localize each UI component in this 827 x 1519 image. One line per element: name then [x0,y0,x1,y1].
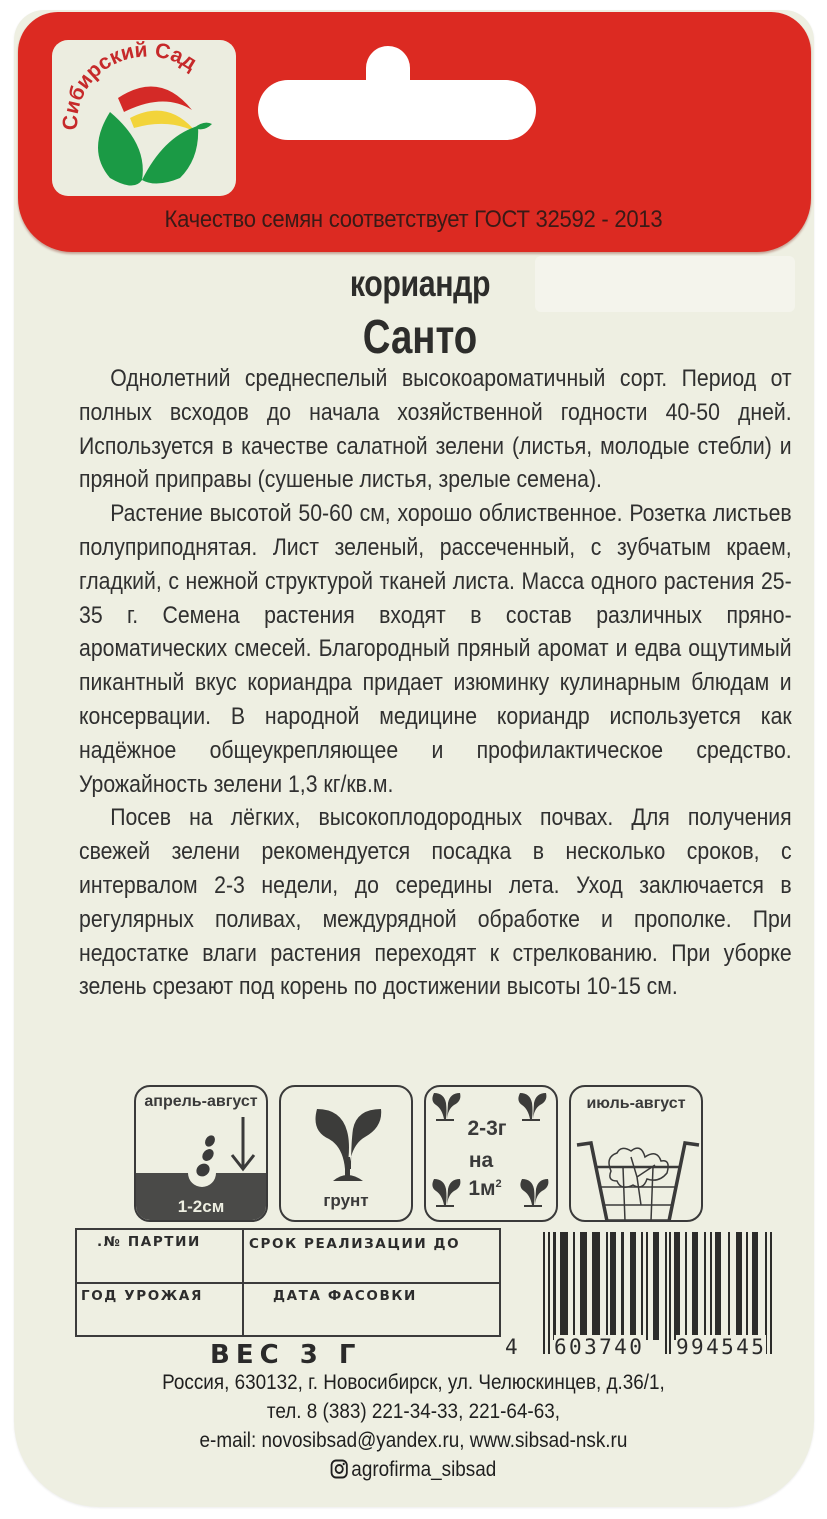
hang-hole-notch [366,46,410,96]
description-paragraph-2: Растение высотой 50-60 см, хорошо облиственное. Розетка листьев полуприподнятая. Лист зеленый, рассеченный, с зубчатым краем, гладкий, с нежной структурой тканей листа. Масса одного растения 25-35 г. Семена растения входят в состав различных пряно-ароматических смесей. Благородный пряный аромат и едва ощутимый пикантный вкус кориандра придает изюминку кулинарным блюдам и консервации. В народной медицине кориандр используется как надёжное общеукрепляющее и профилактическое средство. Урожайность зелени 1,3 кг/кв.м. [79,500,792,798]
gost-notice: Качество семян соответствует ГОСТ 32592 - 2013 [164,206,663,233]
email-and-website: e-mail: novosibsad@yandex.ru, www.sibsad-nsk.ru [199,1429,628,1452]
brand-logo [52,40,236,196]
svg-text:Сибирский Сад [59,40,201,130]
table-divider-horizontal [77,1282,499,1284]
instagram-handle-text: agrofirma_sibsad [351,1458,497,1481]
description [79,362,792,1004]
seeding-per: на [468,1149,494,1172]
sowing-depth-icon [134,1085,268,1222]
batch-info-table [75,1228,501,1337]
sibirsky-sad-logo-icon [52,40,236,196]
sowing-period-label: апрель-август [144,1093,258,1110]
harvest-year-label: ГОД УРОЖАЯ [81,1288,203,1304]
description-paragraph-1: Однолетний среднеспелый высокоароматичный сорт. Период от полных всходов до начала хозяйственной годности 40-50 дней. Используется в качестве салатной зелени (листья, молодые стебли) и пряной приправы (сушеные листья, зрелые семена). [79,365,792,494]
seeding-area [424,1177,550,1201]
packing-date-label: ДАТА ФАСОВКИ [273,1288,417,1304]
open-ground-icon [279,1085,413,1222]
harvest-basket-icon [569,1085,703,1222]
postal-address: Россия, 630132, г. Новосибирск, ул. Челюскинцев, д.36/1, [162,1371,665,1394]
batch-number-label: .№ ПАРТИИ [97,1234,201,1250]
description-paragraph-3: Посев на лёгких, высокоплодородных почвах. Для получения свежей зелени рекомендуется посадка в несколько сроков, с интервалом 2-3 недели, до середины лета. Уход заключается в регулярных поливах, междурядной обработке и прополке. При недостатке влаги растения переходят к стрелкованию. При уборке зелень срезают под корень по достижении высоты 10-15 см. [79,804,792,1001]
barcode-left-group: 603740 [554,1335,645,1359]
seeding-area-value: 1м [468,1177,496,1200]
seeding-amount: 2-3г [467,1117,507,1140]
crop-name: кориандр [349,263,491,304]
contacts [0,1368,827,1484]
ground-label: грунт [323,1191,369,1210]
instagram-icon [331,1459,349,1479]
barcode-right-group: 994545 [676,1335,767,1359]
square-superscript: 2 [495,1178,502,1190]
barcode-first-digit: 4 [505,1335,521,1359]
expiry-date-label: СРОК РЕАЛИЗАЦИИ ДО [249,1236,461,1252]
harvest-period-label: июль-август [586,1095,686,1112]
seeding-rate-icon [424,1085,558,1222]
variety-name: Санто [362,311,478,364]
net-weight: ВЕС 3 Г [210,1340,362,1370]
sowing-depth-label: 1-2см [177,1197,225,1216]
instagram-handle [41,1455,785,1484]
logo-text: Сибирский Сад [59,40,201,131]
phone-numbers: тел. 8 (383) 221-34-33, 221-64-63, [266,1400,560,1423]
